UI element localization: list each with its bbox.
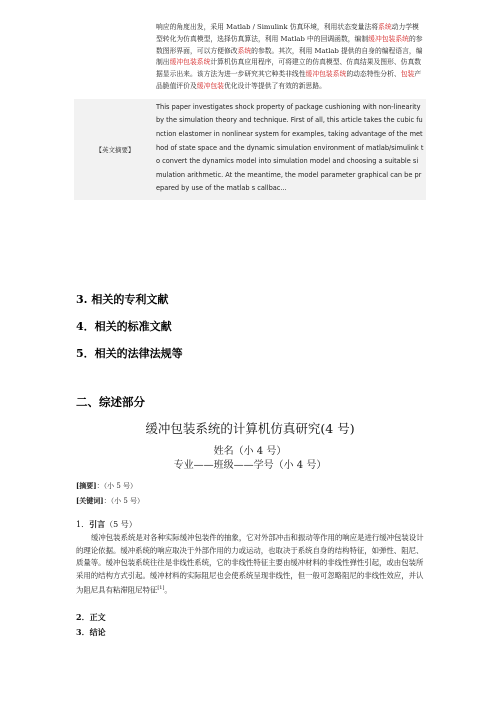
en-abstract-label-cell (74, 99, 156, 200)
section-2-title: 2．正文 (76, 612, 106, 622)
en-abstract-label: 【英文摘要】 (95, 145, 135, 154)
highlighted-term: 系统 (237, 46, 252, 55)
abstract-segment: 动力学模型转化为仿真模型，选择仿真算法，利用 Matlab 中的回调函数，编制 (156, 23, 419, 43)
highlighted-term: 缓冲包装系统 (169, 58, 211, 67)
cn-abstract-text (156, 16, 426, 99)
section-1-paragraph (76, 532, 428, 597)
highlighted-term: 缓冲包装 (196, 81, 224, 90)
section-3-title: 3．结论 (76, 627, 106, 637)
heading-review-section: 二、综述部分 (76, 395, 145, 409)
citation-ref: [1] (157, 585, 165, 592)
cn-abstract-row (74, 16, 426, 99)
en-abstract-row (74, 99, 426, 200)
section-1-text: 缓冲包装系统是对各种实际缓冲包装件的抽象，它对外部冲击和振动等作用的响应是进行缓冲包装设计的理论依据。缓冲系统的响应取决于外部作用的力或运动，也取决于系统自身的结构特征，如弹性、阻尼、质量等。缓冲包装系统往往是非线性系统，它的非线性特征主要由缓冲材料的非线性弹性引起，或由包装所采用的结构方式引起。缓冲材料的实际阻尼也会使系统呈现非线性，但一般可忽略阻尼的非线性效应，并认为阻尼具有粘滞阻尼特征 (76, 533, 424, 595)
highlighted-term: 缓冲包装系统 (305, 70, 347, 79)
abstract-segment: 的参数。其次，利用 Matlab 提供的自身的编程语言，编制出 (156, 46, 423, 67)
abstract-line (76, 481, 137, 491)
author-name: 姓名（小 4 号） (213, 446, 287, 457)
abstract-table (74, 16, 426, 200)
cn-abstract-label-cell (74, 16, 156, 99)
heading-standard-literature: 4．相关的标准文献 (76, 320, 172, 333)
abstract-segment: 优化设计等提供了有效的新思路。 (223, 81, 326, 90)
highlighted-term: 缓冲包装系统 (368, 34, 409, 43)
abstract-segment: 的动态特性分析、 (346, 70, 401, 79)
abstract-value: ：（小 5 号） (96, 482, 138, 490)
section-1-note: （5 号） (105, 520, 137, 529)
section-1-title: 引言 (89, 519, 106, 529)
keywords-label: [关键词] (76, 496, 104, 505)
review-title: 缓冲包装系统的计算机仿真研究(4 号) (145, 421, 355, 436)
en-abstract-text: This paper investigates shock property of package cushioning with non-linearity by the simulation theory and technique. First of all, this article takes the cubic function elastomer in nonlinear system for examples, taking advantage of the method of state space and the dynamic simulation environment of matlab/simulink to convert the dynamics model into simulation model and choosing a suitable simulation arithmetic. At the meantime, the model parameter graphical can be prepared by use of the matlab s callbac... (156, 102, 424, 193)
heading-patent-literature: 3. 相关的专利文献 (76, 293, 169, 306)
abstract-segment: 产品脆值评价及 (156, 70, 422, 90)
abstract-label: [摘要] (76, 481, 97, 490)
keywords-line (76, 496, 144, 506)
abstract-segment: 的参数图形界面，可以方便修改 (156, 34, 423, 55)
abstract-segment: 响应的角度出发，采用 Matlab / Simulink 仿真环境，利用状态变量法将 (156, 23, 379, 31)
heading-laws-regulations: 5．相关的法律法规等 (76, 347, 183, 360)
section-2-heading (76, 612, 106, 623)
section-1-end: 。 (164, 585, 172, 595)
section-3-heading (76, 627, 106, 638)
highlighted-term: 系统 (378, 23, 392, 31)
author-info: 专业——班级——学号（小 4 号） (173, 460, 327, 471)
abstract-segment: 计算机仿真应用程序，可将建立的仿真模型、仿真结果及图形、仿真数据显示出来。该方法为进一步研究其它种类非线性 (156, 58, 422, 79)
keywords-value: ：（小 5 号） (103, 497, 145, 505)
section-1-heading (76, 519, 137, 530)
highlighted-term: 包装 (400, 70, 415, 79)
section-1-number: 1． (76, 520, 90, 529)
